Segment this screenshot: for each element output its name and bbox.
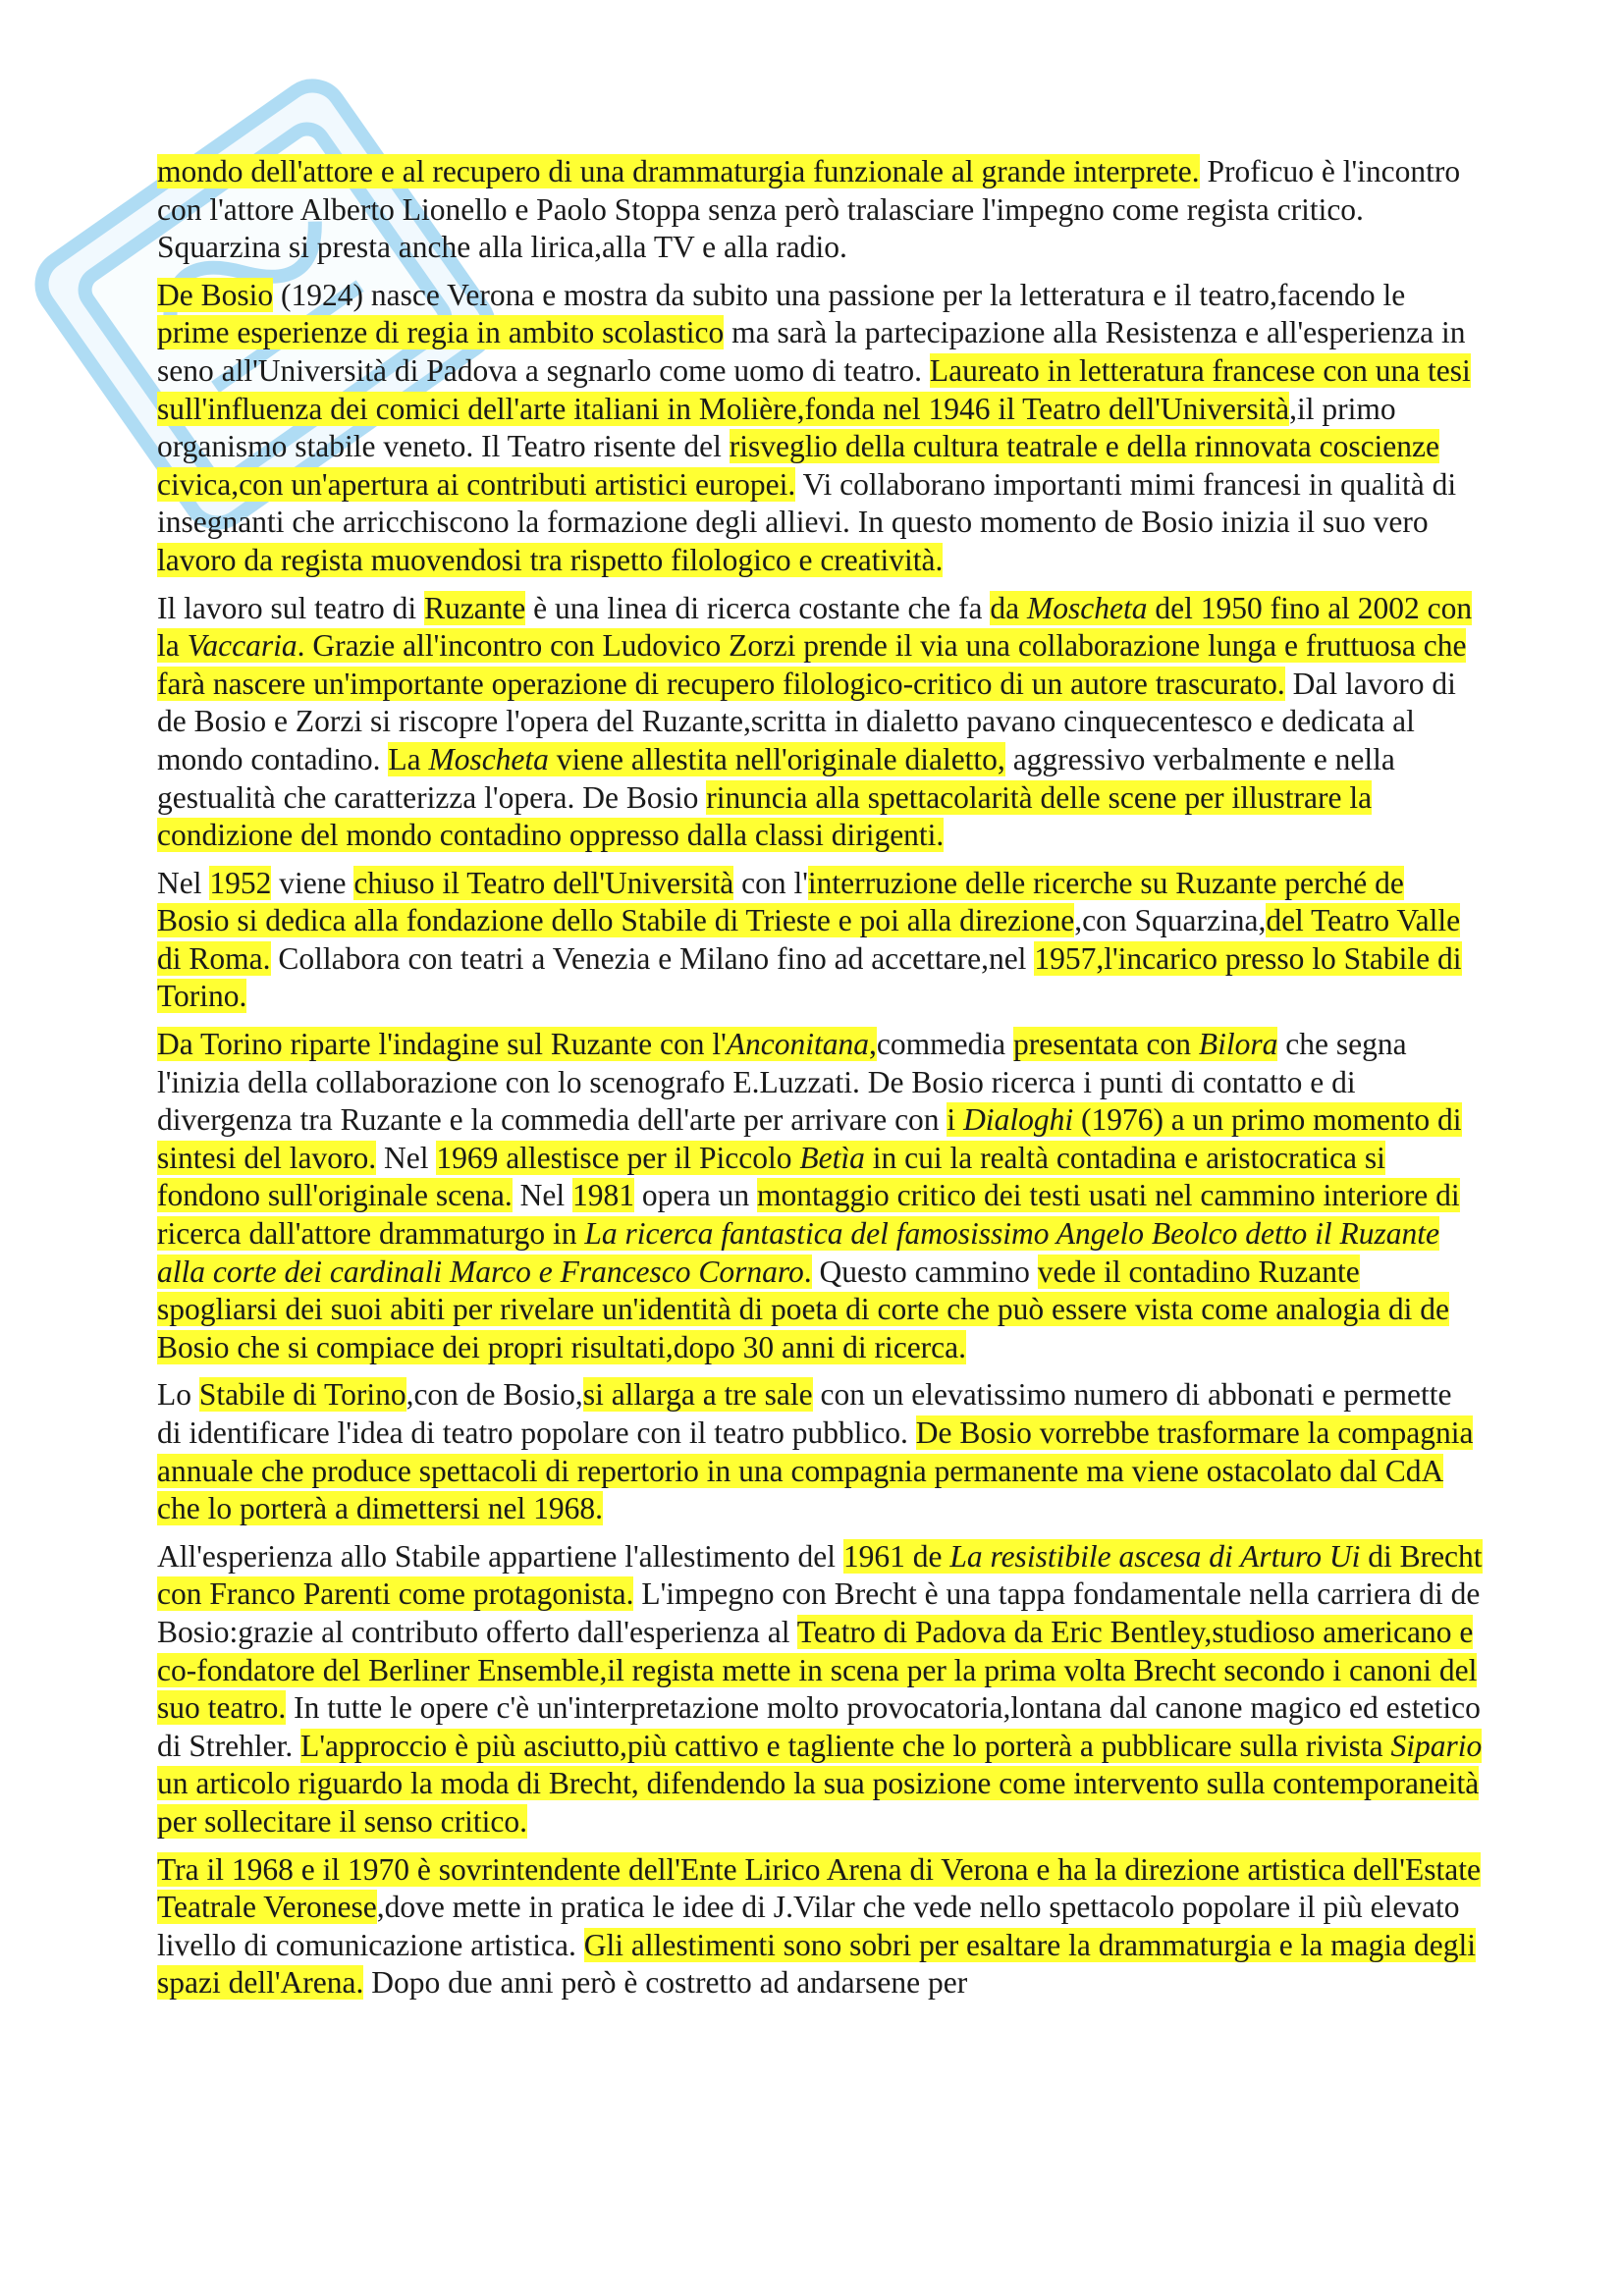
text-run: L'impegno con Brecht è una tappa fondamentale nella carriera di de Bosio:grazie al contributo offerto dall'esperienza al [157, 1576, 1481, 1649]
highlighted-text: De Bosio vorrebbe trasformare la compagnia annuale che produce spettacoli di repertorio in una compagnia permanente ma viene ostacolato dal CdA che lo porterà a dimettersi nel 1968. [157, 1415, 1474, 1526]
text-run: aggressivo verbalmente e nella gestualità che caratterizza l'opera. De Bosio [157, 741, 1395, 815]
highlighted-text: da [990, 590, 1027, 625]
highlighted-text: Anconitana [726, 1027, 870, 1062]
highlighted-text: in cui la realtà contadina e aristocratica si fondono sull'originale scena. [157, 1140, 1385, 1213]
paragraph [157, 229, 1483, 267]
highlighted-text: 1952 [209, 865, 272, 900]
text-run: Nel [376, 1140, 437, 1175]
highlighted-text: Gli allestimenti sono sobri per esaltare la drammaturgia e la magia degli spazi dell'Arena. [157, 1927, 1476, 2001]
text-run: (1924) nasce Verona e mostra da subito una passione per la letteratura e il teatro,facendo le [273, 277, 1406, 312]
highlighted-text: lavoro da regista muovendosi tra rispetto filologico e creatività. [157, 542, 944, 577]
highlighted-text: montaggio critico dei testi usati nel cammino interiore di ricerca dall'attore drammaturgo in [157, 1178, 1460, 1252]
text-run: Dopo due anni però è costretto ad andarsene per [363, 1965, 968, 2001]
text-run: Squarzina si presta anche alla lirica,alla TV e alla radio. [157, 230, 847, 265]
highlighted-text: Dialoghi [963, 1102, 1074, 1138]
text-run: è una linea di ricerca costante che fa [525, 590, 991, 625]
text-run: Proficuo è l'incontro con l'attore Alberto Lionello e Paolo Stoppa senza però tralasciare l'impegno come regista critico. [157, 154, 1461, 227]
highlighted-text: . [803, 1254, 812, 1289]
highlighted-text: Da Torino riparte l'indagine sul Ruzante con l' [157, 1027, 727, 1062]
highlighted-text: Moscheta [1027, 590, 1148, 625]
highlighted-text: presentata con [1012, 1027, 1199, 1062]
text-run: Vi collaborano importanti mimi francesi in qualità di insegnanti che arricchiscono la formazione degli allievi. In questo momento de Bosio inizia il suo vero [157, 466, 1457, 540]
highlighted-text: Ruzante [424, 590, 526, 625]
text-run: Dal lavoro di de Bosio e Zorzi si riscopre l'opera del Ruzante,scritta in dialetto pavano cinquecentesco e dedicata al mondo contadino. [157, 666, 1456, 776]
highlighted-text: Betìa [799, 1140, 865, 1175]
text-run: Nel [157, 865, 210, 900]
text-run: ,con de Bosio, [406, 1377, 583, 1413]
text-run: viene [271, 865, 354, 900]
highlighted-text: , [869, 1027, 877, 1062]
highlighted-text: prime esperienze di regia in ambito scolastico [157, 315, 725, 350]
highlighted-text: si allarga a tre sale [582, 1377, 813, 1413]
highlighted-text: del 1950 fino al 2002 con la [157, 590, 1473, 664]
highlighted-text: La [388, 741, 429, 776]
highlighted-text: di Brecht con Franco Parenti come protagonista. [157, 1538, 1483, 1612]
highlighted-text: (1976) a un primo momento di sintesi del lavoro. [157, 1102, 1462, 1175]
highlighted-text: vede il contadino Ruzante spogliarsi dei suoi abiti per rivelare un'identità di poeta di corte che può essere vista come analogia di de Bosio che si compiace dei propri risultati,dopo 30 anni di ricerca. [157, 1254, 1449, 1364]
text-run: con l' [733, 865, 808, 900]
highlighted-text: 1961 de [842, 1538, 950, 1574]
paragraph [157, 590, 1483, 855]
paragraph [157, 277, 1483, 580]
highlighted-text: un articolo riguardo la moda di Brecht, difendendo la sua posizione come intervento sulla contemporaneità per sollecitare il senso critico. [157, 1766, 1480, 1839]
highlighted-text: Sipario [1390, 1728, 1483, 1763]
highlighted-text: Vaccaria [187, 628, 298, 664]
highlighted-text: L'approccio è più asciutto,più cattivo e tagliente che lo porterà a pubblicare sulla rivista [300, 1728, 1391, 1763]
text-run: opera un [633, 1178, 758, 1213]
highlighted-text: . Grazie all'incontro con Ludovico Zorzi prende il via una collaborazione lunga e fruttuosa che farà nascere un'importante operazione di recupero filologico-critico di un autore trascurato. [157, 628, 1467, 701]
text-run: Nel [512, 1178, 572, 1213]
highlighted-text: 1969 allestisce per il Piccolo [436, 1140, 800, 1175]
paragraph [157, 865, 1483, 1016]
text-run: che segna l'inizia della collaborazione con lo scenografo E.Luzzati. De Bosio ricerca i punti di contatto e di divergenza tra Ruzante e la commedia dell'arte per arrivare con [157, 1027, 1407, 1138]
highlighted-text: Bilora [1198, 1027, 1278, 1062]
highlighted-text: viene allestita nell'originale dialetto, [548, 741, 1005, 776]
highlighted-text: Stabile di Torino [198, 1377, 406, 1413]
text-run: ,con Squarzina, [1074, 903, 1267, 938]
text-run: Il lavoro sul teatro di [157, 590, 425, 625]
paragraph [157, 1538, 1483, 1842]
highlighted-text: La resistibile ascesa di Arturo Ui [949, 1538, 1361, 1574]
document-body [157, 153, 1483, 2012]
text-run: commedia [876, 1027, 1013, 1062]
text-run: con un elevatissimo numero di abbonati e permette di identificare l'idea di teatro popolare con il teatro pubblico. [157, 1377, 1452, 1450]
highlighted-text: risveglio della cultura teatrale e della rinnovata coscienze civica,con un'apertura ai contributi artistici europei. [157, 429, 1440, 502]
highlighted-text: Laureato in letteratura francese con una tesi sull'influenza dei comici dell'arte italiani in Molière,fonda nel 1946 il Teatro dell'Università [157, 352, 1471, 426]
highlighted-text: Tra il 1968 e il 1970 è sovrintendente dell'Ente Lirico Arena di Verona e ha la direzione artistica dell'Estate Teatrale Veronese [157, 1851, 1481, 1925]
text-run: In tutte le opere c'è un'interpretazione molto provocatoria,lontana dal canone magico ed estetico di Strehler. [157, 1690, 1481, 1763]
highlighted-text: 1957,l'incarico presso lo Stabile di Torino. [157, 940, 1462, 1014]
highlighted-text: rinuncia alla spettacolarità delle scene per illustrare la condizione del mondo contadino oppresso dalla classi dirigenti. [157, 779, 1373, 853]
text-run: ,dove mette in pratica le idee di J.Vilar che vede nello spettacolo popolare il più elevato livello di comunicazione artistica. [157, 1890, 1460, 1962]
highlighted-text: mondo dell'attore e al recupero di una drammaturgia funzionale al grande interprete. [157, 154, 1200, 188]
highlighted-text: De Bosio [157, 277, 274, 312]
text-run: ma sarà la partecipazione alla Resistenza e all'esperienza in seno all'Università di Padova a segnarlo come uomo di teatro. [157, 315, 1466, 388]
text-run: Questo cammino [811, 1254, 1038, 1289]
highlighted-text: chiuso il Teatro dell'Università [353, 865, 734, 900]
text-run: Lo [157, 1377, 199, 1413]
highlighted-text: La ricerca fantastica del famosissimo Angelo Beolco detto il Ruzante alla corte dei cardinali Marco e Francesco Cornaro [157, 1216, 1439, 1289]
paragraph [157, 1851, 1483, 2002]
highlighted-text: Teatro di Padova da Eric Bentley,studioso americano e co-fondatore del Berliner Ensemble,il regista mette in scena per la prima volta Brecht secondo i canoni del suo teatro. [157, 1614, 1478, 1726]
highlighted-text: interruzione delle ricerche su Ruzante perché de Bosio si dedica alla fondazione dello Stabile di Trieste e poi alla direzione [157, 865, 1404, 938]
text-run: Collabora con teatri a Venezia e Milano fino ad accettare,nel [270, 940, 1035, 976]
paragraph [157, 1026, 1483, 1366]
paragraph [157, 1376, 1483, 1527]
highlighted-text: del Teatro Valle di Roma. [157, 903, 1461, 976]
text-run: All'esperienza allo Stabile appartiene l'allestimento del [157, 1538, 843, 1574]
paragraph [157, 153, 1483, 229]
text-run: ,il primo organismo stabile veneto. Il Teatro risente del [157, 391, 1396, 464]
highlighted-text: Moscheta [428, 741, 549, 776]
highlighted-text: 1981 [571, 1178, 634, 1213]
highlighted-text: i [947, 1102, 964, 1138]
